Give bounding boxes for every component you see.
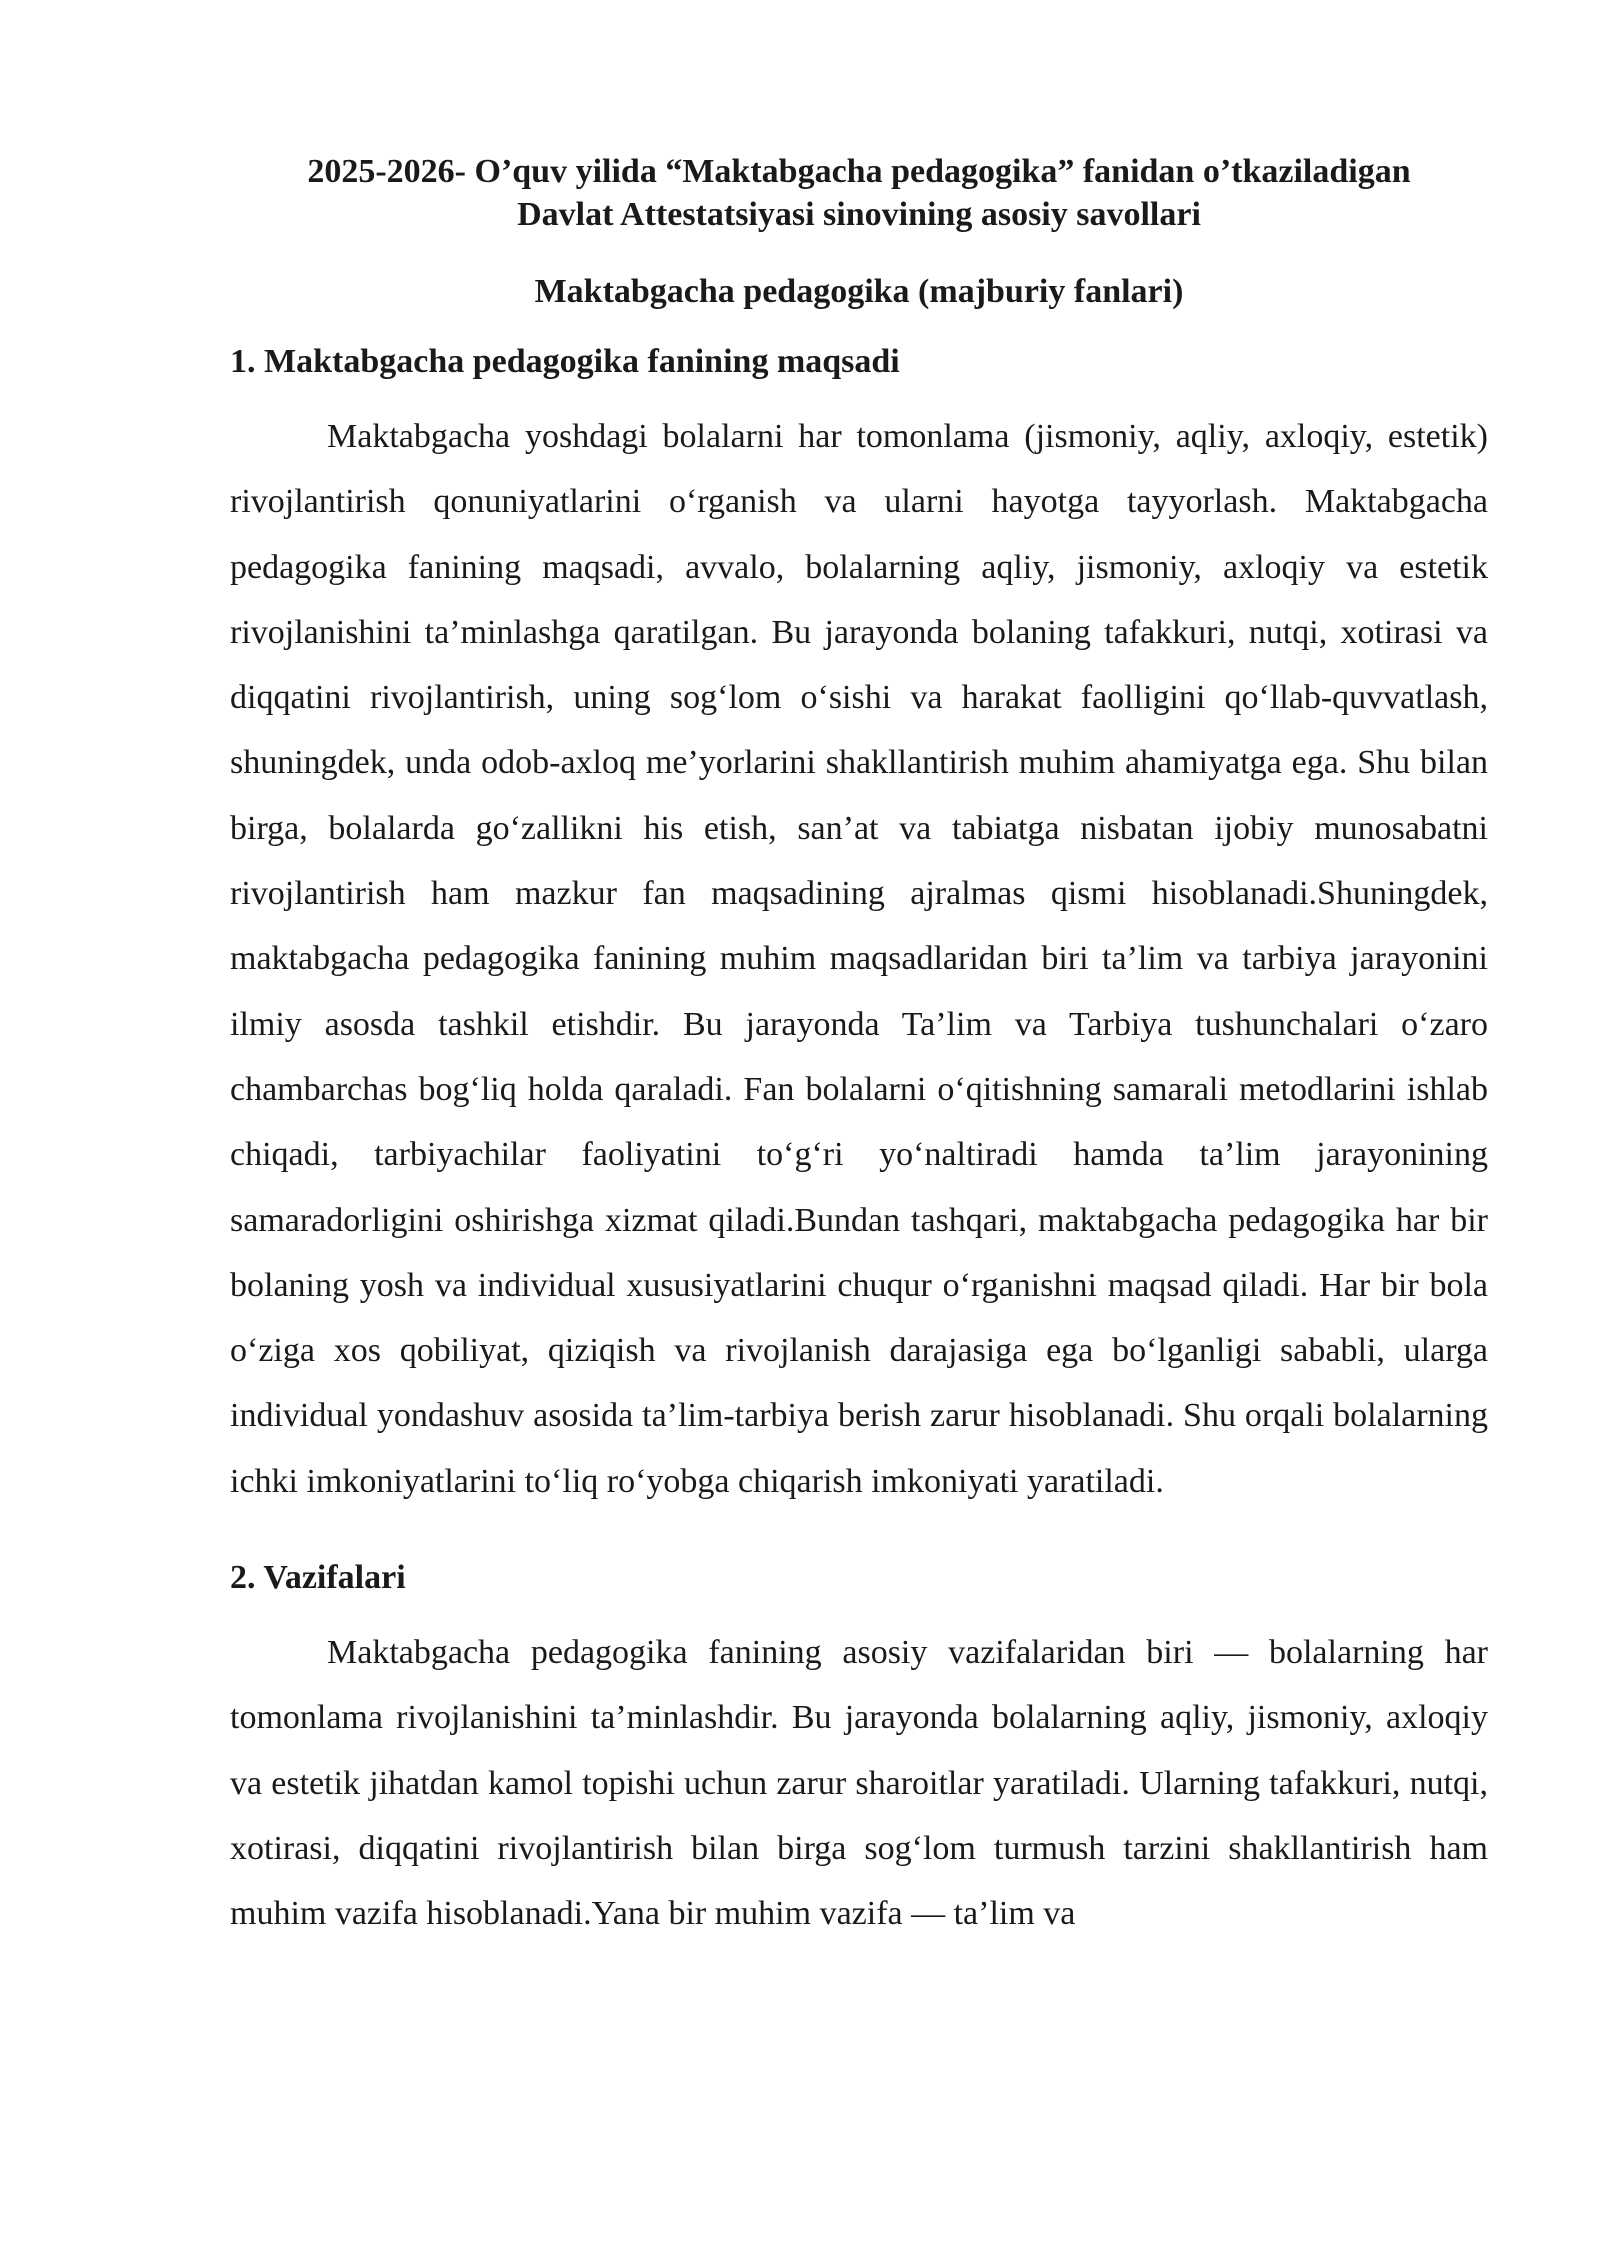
document-page	[230, 150, 1488, 1947]
title-line-1: 2025-2026- O’quv yilida “Maktabgacha pedagogika” fanidan o’tkaziladigan	[307, 153, 1411, 190]
section-heading-goal: 1. Maktabgacha pedagogika fanining maqsadi	[230, 343, 900, 380]
section-heading-tasks: 2. Vazifalari	[230, 1559, 406, 1597]
section-paragraph-goal: Maktabgacha yoshdagi bolalarni har tomonlama (jismoniy, aqliy, axloqiy, estetik) rivojlantirish qonuniyatlarini o‘rganish va ularni hayotga tayyorlash. Maktabgacha pedagogika fanining maqsadi, avvalo, bolalarning aqliy, jismoniy, axloqiy va estetik rivojlanishini ta’minlashga qaratilgan. Bu jarayonda bolaning tafakkuri, nutqi, xotirasi va diqqatini rivojlantirish, uning sog‘lom o‘sishi va harakat faolligini qo‘llab-quvvatlash, shuningdek, unda odob-axloq me’yorlarini shakllantirish muhim ahamiyatga ega. Shu bilan birga, bolalarda go‘zallikni his etish, san’at va tabiatga nisbatan ijobiy munosabatni rivojlantirish ham mazkur fan maqsadining ajralmas qismi hisoblanadi.Shuningdek, maktabgacha pedagogika fanining muhim maqsadlaridan biri ta’lim va tarbiya jarayonini ilmiy asosda tashkil etishdir. Bu jarayonda Ta’lim va Tarbiya tushunchalari o‘zaro chambarchas bog‘liq holda qaraladi. Fan bolalarni o‘qitishning samarali metodlarini ishlab chiqadi, tarbiyachilar faoliyatini to‘g‘ri yo‘naltiradi hamda ta’lim jarayonining samaradorligini oshirishga xizmat qiladi.Bundan tashqari, maktabgacha pedagogika har bir bolaning yosh va individual xususiyatlarini chuqur o‘rganishni maqsad qiladi. Har bir bola o‘ziga xos qobiliyat, qiziqish va rivojlanish darajasiga ega bo‘lganligi sababli, ularga individual yondashuv asosida ta’lim-tarbiya berish zarur hisoblanadi. Shu orqali bolalarning ichki imkoniyatlarini to‘liq ro‘yobga chiqarish imkoniyati yaratiladi.	[230, 418, 1488, 1500]
document-title	[230, 150, 1488, 236]
title-line-2: Davlat Attestatsiyasi sinovining asosiy savollari	[517, 196, 1201, 233]
section-paragraph-tasks: Maktabgacha pedagogika fanining asosiy vazifalaridan biri — bolalarning har tomonlama rivojlanishini ta’minlashdir. Bu jarayonda bolalarning aqliy, jismoniy, axloqiy va estetik jihatdan kamol topishi uchun zarur sharoitlar yaratiladi. Ularning tafakkuri, nutqi, xotirasi, diqqatini rivojlantirish bilan birga sog‘lom turmush tarzini shakllantirish ham muhim vazifa hisoblanadi.Yana bir muhim vazifa — ta’lim va	[230, 1634, 1488, 1933]
document-subtitle: Maktabgacha pedagogika (majburiy fanlari)	[534, 273, 1184, 310]
